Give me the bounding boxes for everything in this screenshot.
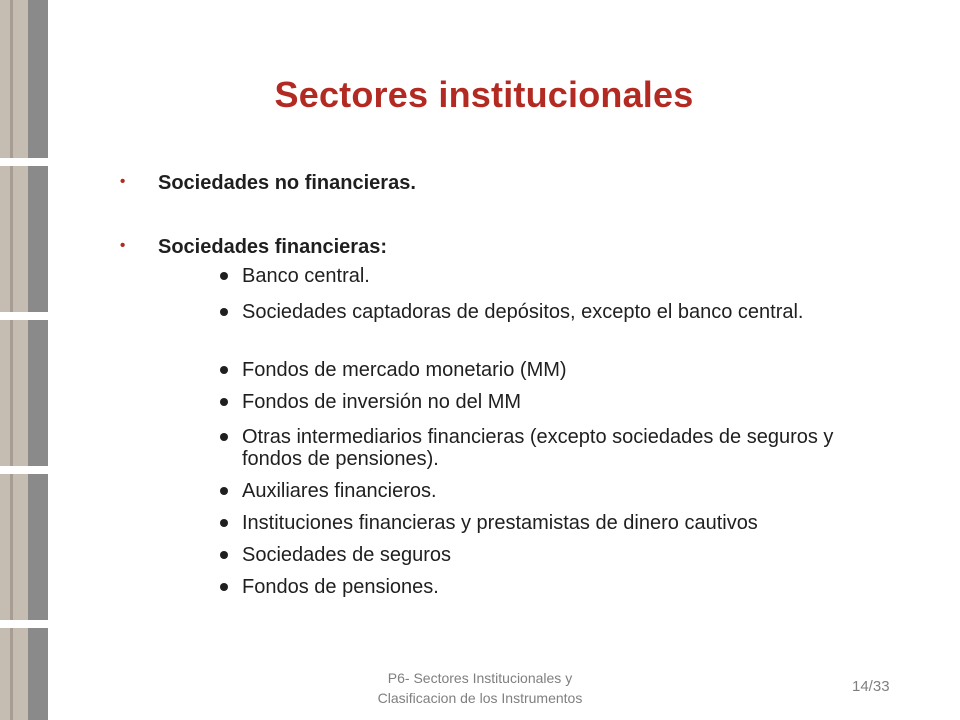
slide-footer <box>340 668 620 708</box>
rail-block-2 <box>0 166 48 312</box>
rail-block-5 <box>0 628 48 720</box>
rail-block-3 <box>0 320 48 466</box>
rail-block-4 <box>0 474 48 620</box>
sub-item-text: Fondos de mercado monetario (MM) <box>242 359 567 381</box>
footer-line-1: P6- Sectores Institucionales y <box>387 670 573 686</box>
bullet-dot-icon: • <box>120 173 126 190</box>
sub-item-text: Banco central. <box>242 265 370 287</box>
sub-item-text: Auxiliares financieros. <box>242 480 437 502</box>
sub-bullet-icon <box>220 272 228 280</box>
footer-line-2: Clasificacion de los Instrumentos <box>377 690 583 706</box>
sub-item-text: Fondos de pensiones. <box>242 576 439 598</box>
sub-bullet-icon <box>220 519 228 527</box>
left-decorative-rail <box>0 0 48 720</box>
sub-bullet-icon <box>220 551 228 559</box>
sub-item-text: Fondos de inversión no del MM <box>242 391 522 413</box>
sub-item-text: Otras intermediarios financieras (excepto sociedades de seguros y fondos de pensiones). <box>242 426 834 470</box>
slide-title: Sectores institucionales <box>274 74 694 115</box>
sub-bullet-icon <box>220 433 228 441</box>
sub-bullet-icon <box>220 398 228 406</box>
bullet-dot-icon: • <box>120 237 126 254</box>
page-number: 14/33 <box>852 678 890 695</box>
sub-bullet-icon <box>220 366 228 374</box>
sub-item-text: Instituciones financieras y prestamistas de dinero cautivos <box>242 512 758 534</box>
bullet-label: Sociedades financieras: <box>158 236 387 258</box>
sub-item-text: Sociedades de seguros <box>242 544 452 566</box>
sub-item-text: Sociedades captadoras de depósitos, excepto el banco central. <box>242 301 804 323</box>
rail-block-1 <box>0 0 48 158</box>
sub-bullet-icon <box>220 583 228 591</box>
sub-bullet-icon <box>220 487 228 495</box>
sub-bullet-icon <box>220 308 228 316</box>
bullet-label: Sociedades no financieras. <box>158 172 416 194</box>
